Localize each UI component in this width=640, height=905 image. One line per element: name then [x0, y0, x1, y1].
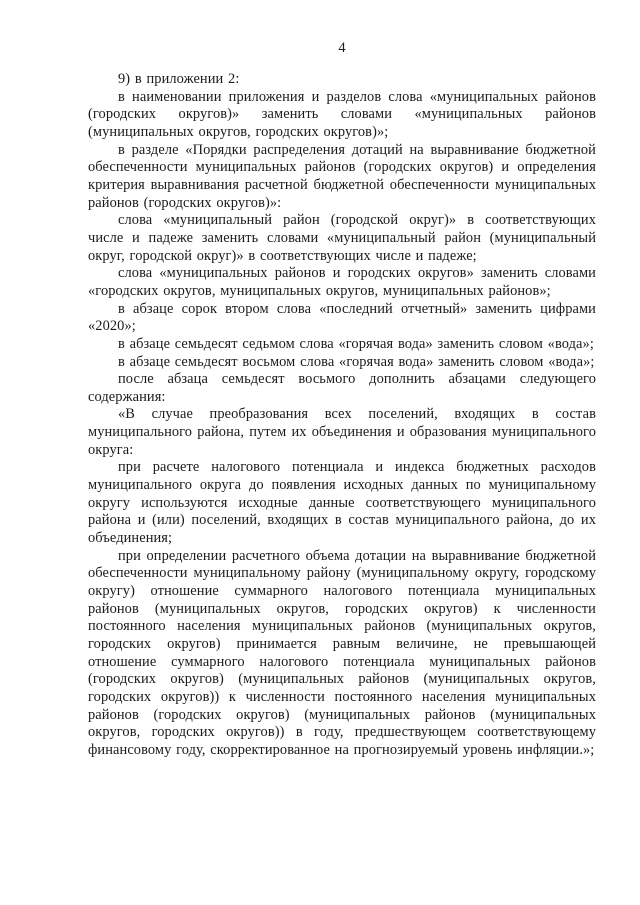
paragraph: в наименовании приложения и разделов слова «муниципальных районов (городских округов)» заменить словами «муниципальных районов (муниципальных округов, городских округов)»;: [88, 88, 596, 140]
paragraph: при определении расчетного объема дотации на выравнивание бюджетной обеспеченности муниципальному району (муниципальному округу, городскому округу) отношение суммарного налогового потенциала муниципальных районов (муниципальных округов, городских округов) к численности постоянного населения муниципальных районов (муниципальных округов, городских округов) принимается равным величине, не превышающей отношение суммарного налогового потенциала муниципальных районов (городских округов) (муниципальных районов (муниципальных округов, городских округов)) к численности постоянного населения муниципальных районов (городских округов) (муниципальных районов (муниципальных округов, городских округов)) в году, предшествующем соответствующему финансовому году, скорректированное на прогнозируемый уровень инфляции.»;: [88, 547, 596, 758]
page-number: 4: [338, 40, 346, 56]
paragraph: «В случае преобразования всех поселений, входящих в состав муниципального района, путем их объединения и образования муниципального округа:: [88, 406, 596, 458]
paragraph: слова «муниципальных районов и городских округов» заменить словами «городских округов, муниципальных округов, муниципальных районов»;: [88, 265, 596, 299]
paragraph: в абзаце семьдесят седьмом слова «горячая вода» заменить словом «вода»;: [118, 335, 594, 352]
paragraph: в абзаце семьдесят восьмом слова «горячая вода» заменить словом «вода»;: [118, 353, 595, 370]
document-body: [88, 71, 596, 760]
paragraph: при расчете налогового потенциала и индекса бюджетных расходов муниципального округа до появления исходных данных по муниципальному округу используются исходные данные соответствующего муниципального района и (или) поселений, входящих в состав муниципального района, до их объединения;: [88, 459, 596, 547]
paragraph: после абзаца семьдесят восьмого дополнить абзацами следующего содержания:: [88, 371, 596, 405]
paragraph: слова «муниципальный район (городской округ)» в соответствующих числе и падеже заменить словами «муниципальный район (муниципальный округ, городской округ)» в соответствующих числе и падеже;: [88, 212, 596, 264]
paragraph: в разделе «Порядки распределения дотаций на выравнивание бюджетной обеспеченности муниципальных районов (городских округов) и определения критерия выравнивания расчетной бюджетной обеспеченности муниципальных районов (городских округов)»:: [88, 141, 596, 211]
paragraph: 9) в приложении 2:: [118, 71, 240, 87]
paragraph: в абзаце сорок втором слова «последний отчетный» заменить цифрами «2020»;: [88, 300, 596, 335]
